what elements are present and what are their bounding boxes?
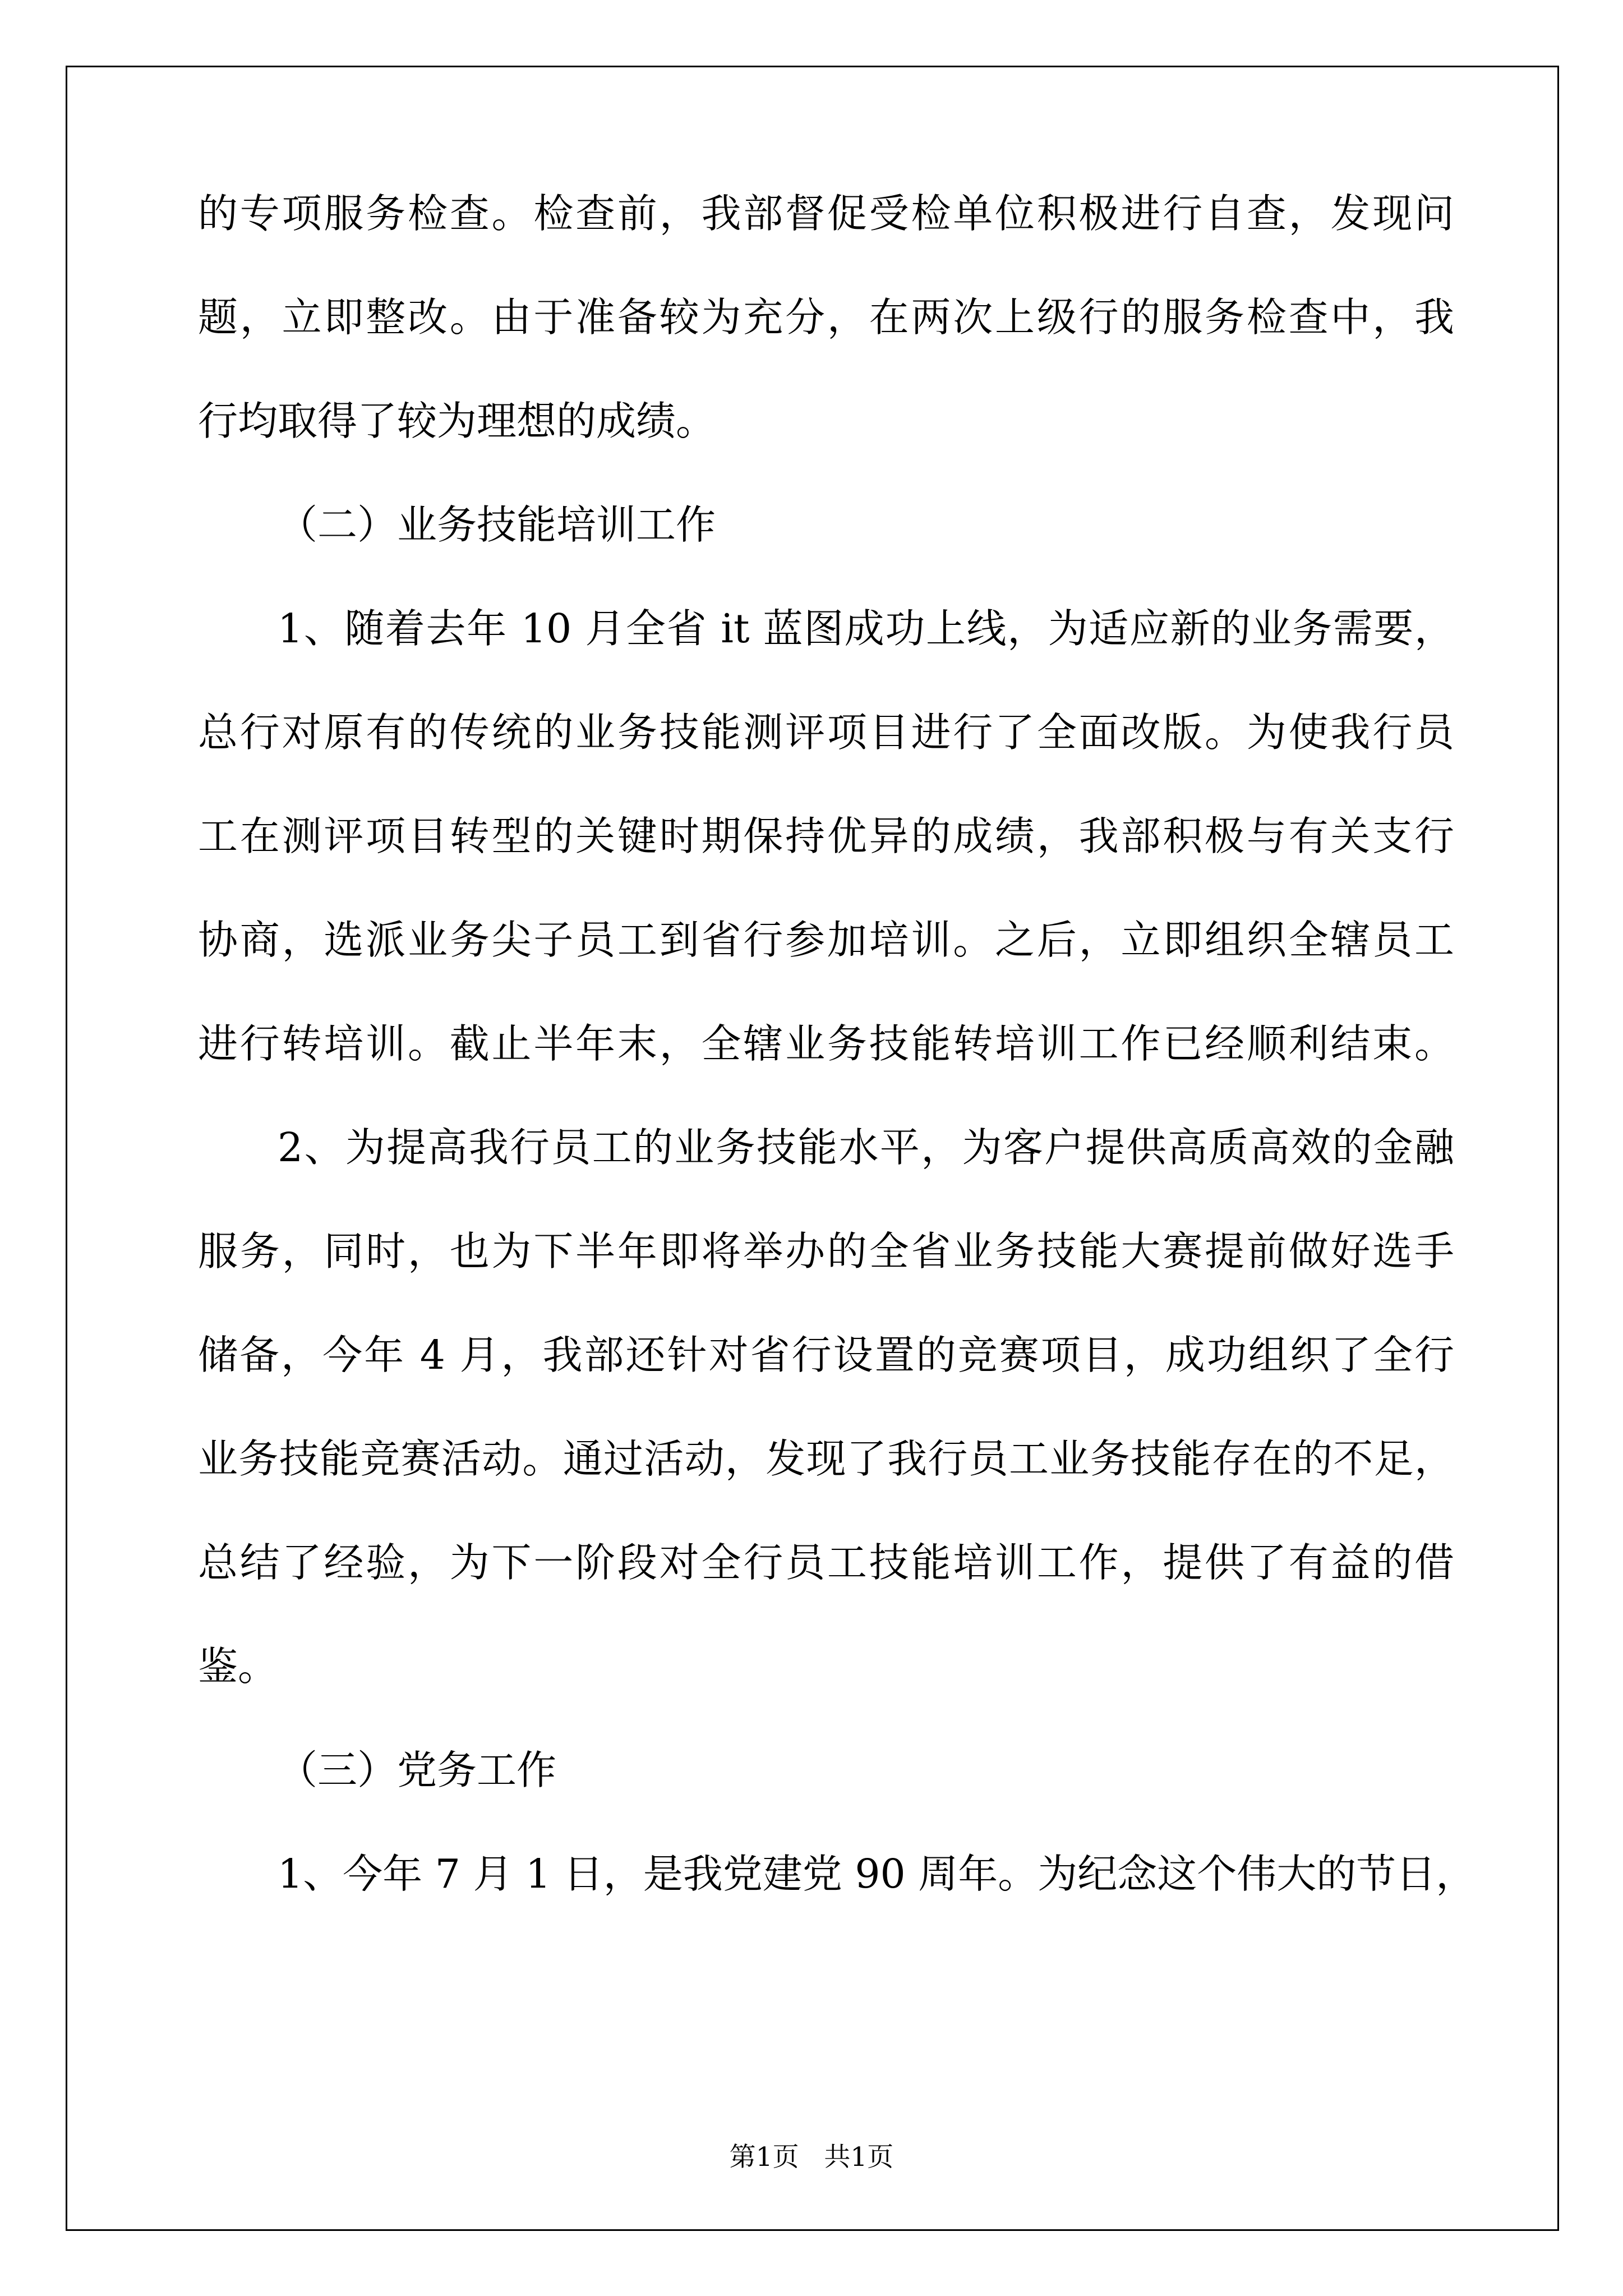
- text-line-7: 工在测评项目转型的关键时期保持优异的成绩，我部积极与有关支行: [198, 813, 1454, 859]
- text-line-13: 业务技能竞赛活动。通过活动，发现了我行员工业务技能存在的不足，: [198, 1435, 1454, 1482]
- text-line-8: 协商，选派业务尖子员工到省行参加培训。之后，立即组织全辖员工: [198, 917, 1454, 963]
- text-line-11: 服务，同时，也为下半年即将举办的全省业务技能大赛提前做好选手: [198, 1228, 1454, 1274]
- text-line-3: 行均取得了较为理想的成绩。: [198, 398, 716, 444]
- text-line-14: 总结了经验，为下一阶段对全行员工技能培训工作，提供了有益的借: [198, 1539, 1454, 1586]
- text-line-5: 1、随着去年 10 月全省 it 蓝图成功上线，为适应新的业务需要，: [278, 605, 1454, 652]
- text-line-12: 储备，今年 4 月，我部还针对省行设置的竞赛项目，成功组织了全行: [198, 1332, 1454, 1378]
- text-line-1: 的专项服务检查。检查前，我部督促受检单位积极进行自查，发现问: [198, 190, 1454, 237]
- text-line-6: 总行对原有的传统的业务技能测评项目进行了全面改版。为使我行员: [198, 709, 1454, 756]
- text-line-2: 题，立即整改。由于准备较为充分，在两次上级行的服务检查中，我: [198, 294, 1454, 341]
- section-heading-2: （二）业务技能培训工作: [278, 501, 716, 548]
- text-line-17: 1、今年 7 月 1 日，是我党建党 90 周年。为纪念这个伟大的节日，: [278, 1851, 1476, 1897]
- page-footer: 第1页 共1页: [729, 2142, 894, 2173]
- section-heading-3: （三）党务工作: [278, 1747, 557, 1793]
- text-line-10: 2、为提高我行员工的业务技能水平，为客户提供高质高效的金融: [278, 1124, 1454, 1171]
- document-body: [198, 190, 1476, 1958]
- text-line-9: 进行转培训。截止半年末，全辖业务技能转培训工作已经顺利结束。: [198, 1020, 1454, 1067]
- text-line-15: 鉴。: [198, 1643, 278, 1690]
